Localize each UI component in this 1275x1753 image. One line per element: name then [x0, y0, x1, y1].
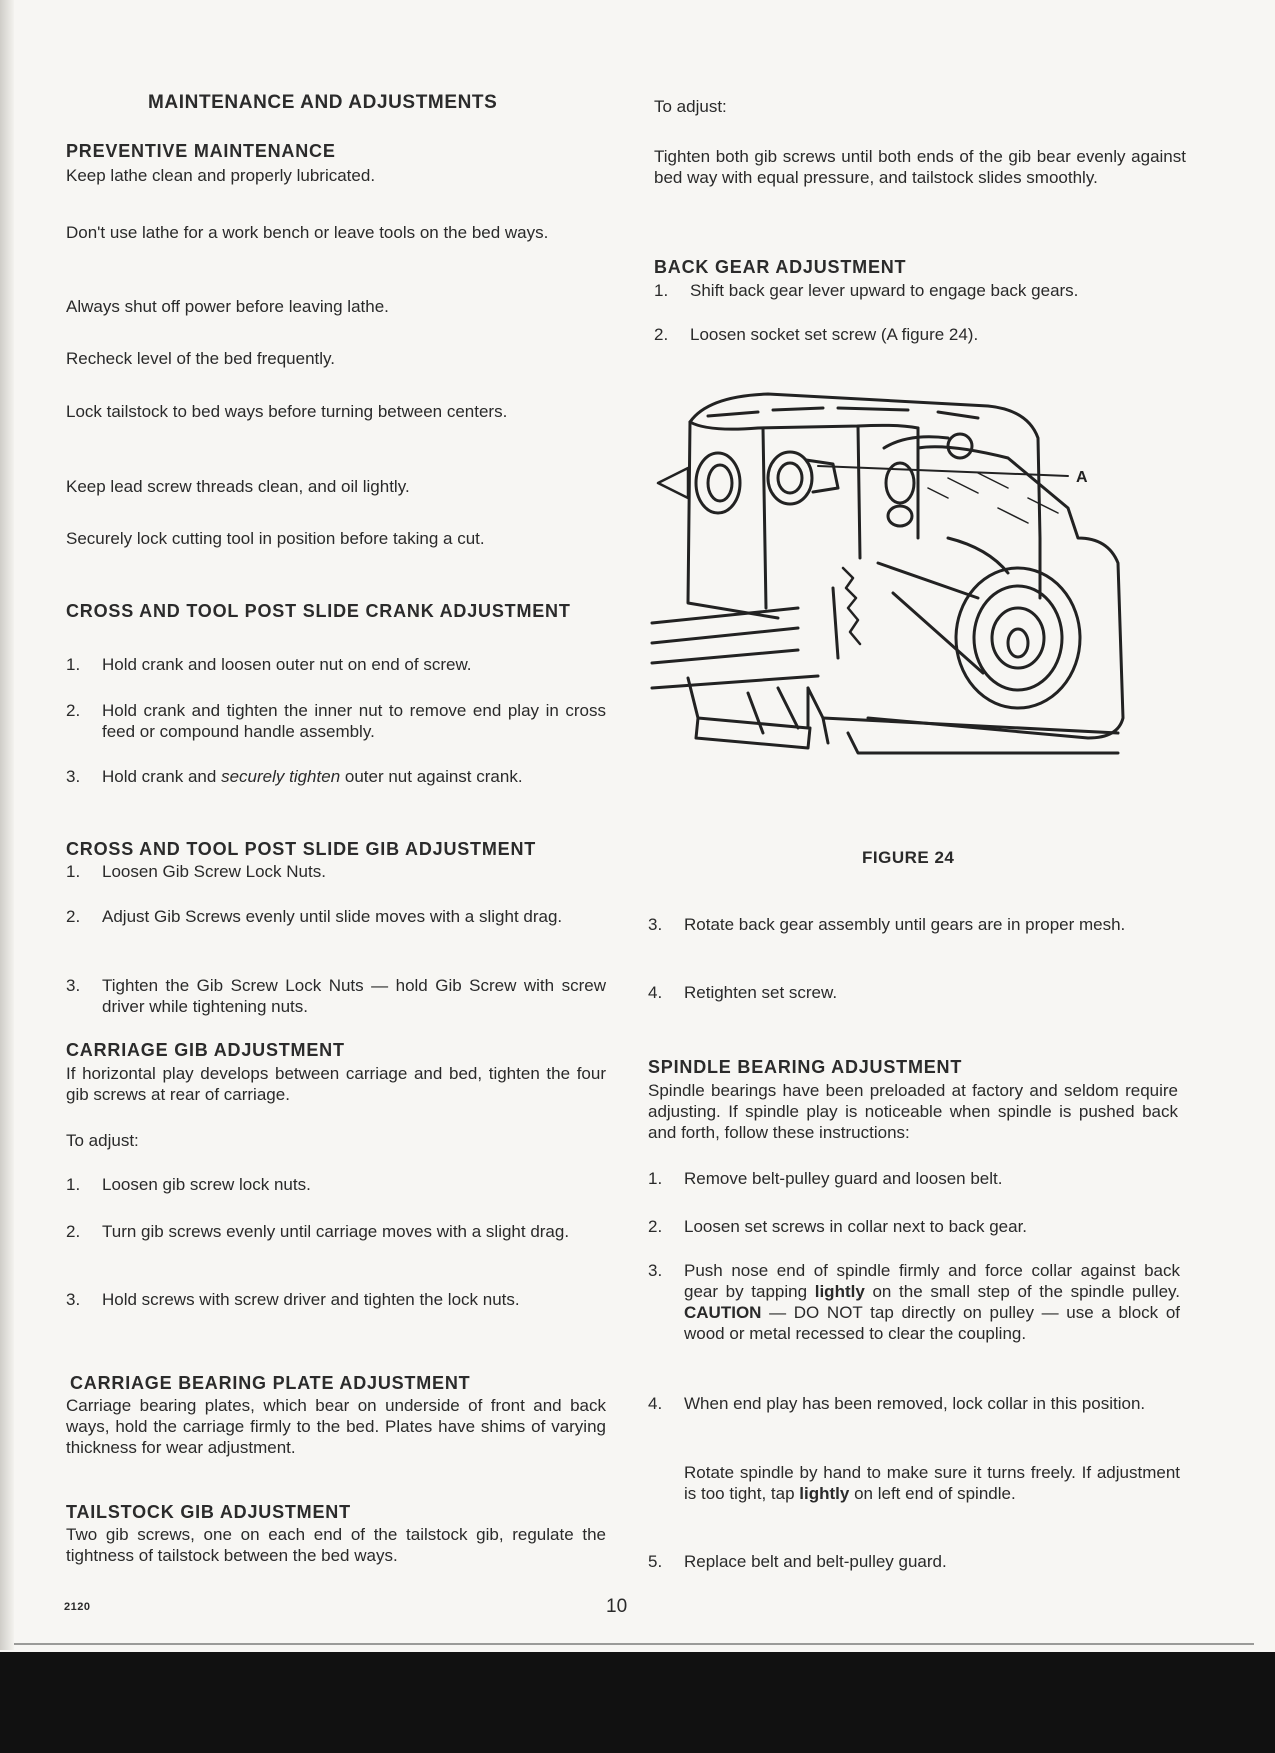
list-item	[66, 1221, 606, 1265]
list-item	[654, 324, 1186, 348]
list-item	[654, 280, 1186, 304]
item-text: Retighten set screw.	[684, 983, 838, 1002]
item-text: When end play has been removed, lock collar in this position.	[684, 1394, 1146, 1413]
item-number: 2.	[66, 907, 81, 926]
item-text: Adjust Gib Screws evenly until slide moves with a slight drag.	[102, 907, 563, 926]
emphasis-text: securely tighten	[221, 767, 341, 786]
crank-heading: CROSS AND TOOL POST SLIDE CRANK ADJUSTMENT	[66, 601, 571, 621]
preventive-para: Keep lathe clean and properly lubricated.	[66, 166, 376, 185]
item-number: 1.	[66, 1175, 81, 1194]
list-item	[648, 1551, 1180, 1575]
list-item	[66, 766, 606, 810]
item-text: Loosen socket set screw (A figure 24).	[690, 325, 979, 344]
item-number: 3.	[66, 1290, 81, 1309]
list-item	[66, 654, 606, 678]
item-text: Rotate back gear assembly until gears are in proper mesh.	[684, 915, 1126, 934]
item-text: Hold crank and loosen outer nut on end of screw.	[102, 655, 472, 674]
item-text: Hold crank and tighten the inner nut to remove end play in cross feed or compound handle assembly.	[102, 701, 606, 741]
list-item	[66, 700, 606, 744]
tailstock-text: Two gib screws, one on each end of the tailstock gib, regulate the tightness of tailstock between the bed ways.	[66, 1525, 606, 1565]
gib-heading: CROSS AND TOOL POST SLIDE GIB ADJUSTMENT	[66, 839, 537, 859]
emphasis-text: lightly	[799, 1484, 850, 1503]
tailstock-adjust-text: Tighten both gib screws until both ends of the gib bear evenly against bed way with equal pressure, and tailstock slides smoothly.	[654, 147, 1186, 187]
item-text: Remove belt-pulley guard and loosen belt.	[684, 1169, 1003, 1188]
item-number: 3.	[648, 1261, 663, 1280]
item-text: Loosen set screws in collar next to back gear.	[684, 1217, 1028, 1236]
list-item	[648, 1393, 1180, 1437]
item-number: 5.	[648, 1552, 663, 1571]
item-text: Rotate spindle by hand to make sure it turns freely. If adjustment is too tight, tap lightly on left end of spindle.	[684, 1463, 1180, 1503]
preventive-para: Recheck level of the bed frequently.	[66, 349, 336, 368]
list-item	[66, 975, 606, 1019]
item-number: 1.	[654, 281, 669, 300]
scan-background	[0, 1652, 1275, 1753]
item-number: 2.	[654, 325, 669, 344]
item-number: 2.	[66, 701, 81, 720]
caution-text: CAUTION	[684, 1303, 762, 1322]
item-number: 1.	[648, 1169, 663, 1188]
item-text: Shift back gear lever upward to engage back gears.	[690, 281, 1079, 300]
preventive-para: Keep lead screw threads clean, and oil lightly.	[66, 477, 410, 496]
list-item-continuation	[648, 1462, 1180, 1528]
list-item	[648, 914, 1180, 958]
figure-callout-a: A	[1076, 469, 1088, 486]
item-number: 2.	[648, 1217, 663, 1236]
preventive-heading: PREVENTIVE MAINTENANCE	[66, 141, 336, 161]
page-bottom-edge	[14, 1643, 1254, 1645]
list-item	[648, 982, 1180, 1006]
item-number: 3.	[66, 976, 81, 995]
bearing-plate-heading: CARRIAGE BEARING PLATE ADJUSTMENT	[70, 1373, 471, 1393]
item-number: 4.	[648, 1394, 663, 1413]
carriage-gib-intro: If horizontal play develops between carriage and bed, tighten the four gib screws at rear of carriage.	[66, 1064, 606, 1104]
back-gear-heading: BACK GEAR ADJUSTMENT	[654, 257, 907, 277]
spindle-heading: SPINDLE BEARING ADJUSTMENT	[648, 1057, 963, 1077]
list-item	[648, 1216, 1180, 1240]
to-adjust-label: To adjust:	[654, 97, 727, 116]
page-left-edge	[0, 0, 14, 1650]
figure-caption: FIGURE 24	[862, 848, 955, 867]
item-number: 1.	[66, 655, 81, 674]
item-number: 4.	[648, 983, 663, 1002]
list-item	[648, 1260, 1180, 1370]
emphasis-text: lightly	[814, 1282, 865, 1301]
lathe-headstock-illustration	[648, 388, 1168, 808]
preventive-para: Securely lock cutting tool in position before taking a cut.	[66, 529, 485, 548]
page-title: MAINTENANCE AND ADJUSTMENTS	[148, 92, 498, 113]
preventive-para: Always shut off power before leaving lathe.	[66, 297, 389, 316]
to-adjust-label: To adjust:	[66, 1131, 139, 1150]
spindle-intro: Spindle bearings have been preloaded at factory and seldom require adjusting. If spindle play is noticeable when spindle is pushed back and forth, follow these instructions:	[648, 1081, 1178, 1142]
item-text: Turn gib screws evenly until carriage moves with a slight drag.	[102, 1222, 570, 1241]
item-text: Replace belt and belt-pulley guard.	[684, 1552, 947, 1571]
page-number: 10	[606, 1596, 628, 1617]
item-text: Hold screws with screw driver and tighten the lock nuts.	[102, 1290, 520, 1309]
item-text: Loosen gib screw lock nuts.	[102, 1175, 311, 1194]
list-item	[66, 1289, 606, 1333]
item-number: 3.	[66, 767, 81, 786]
tailstock-heading: TAILSTOCK GIB ADJUSTMENT	[66, 1502, 351, 1522]
figure-24-lathe-headstock	[648, 388, 1168, 808]
item-text: Loosen Gib Screw Lock Nuts.	[102, 862, 326, 881]
preventive-para: Lock tailstock to bed ways before turning between centers.	[66, 402, 508, 421]
carriage-gib-heading: CARRIAGE GIB ADJUSTMENT	[66, 1040, 345, 1060]
list-item	[66, 906, 606, 950]
item-text: Tighten the Gib Screw Lock Nuts — hold Gib Screw with screw driver while tightening nuts.	[102, 976, 606, 1016]
list-item	[66, 861, 606, 885]
item-text: Hold crank and securely tighten outer nut against crank.	[102, 767, 523, 786]
item-text: Push nose end of spindle firmly and force collar against back gear by tapping lightly on the small step of the spindle pulley. CAUTION — DO NOT tap directly on pulley — use a block of wood or metal recessed to clear the coupling.	[684, 1261, 1180, 1343]
item-number: 3.	[648, 915, 663, 934]
item-number: 2.	[66, 1222, 81, 1241]
preventive-para: Don't use lathe for a work bench or leave tools on the bed ways.	[66, 223, 549, 242]
list-item	[66, 1174, 606, 1198]
document-code: 2120	[64, 1601, 91, 1613]
item-number: 1.	[66, 862, 81, 881]
bearing-plate-text: Carriage bearing plates, which bear on underside of front and back ways, hold the carriage firmly to the bed. Plates have shims of varying thickness for wear adjustment.	[66, 1396, 606, 1457]
list-item	[648, 1168, 1180, 1192]
